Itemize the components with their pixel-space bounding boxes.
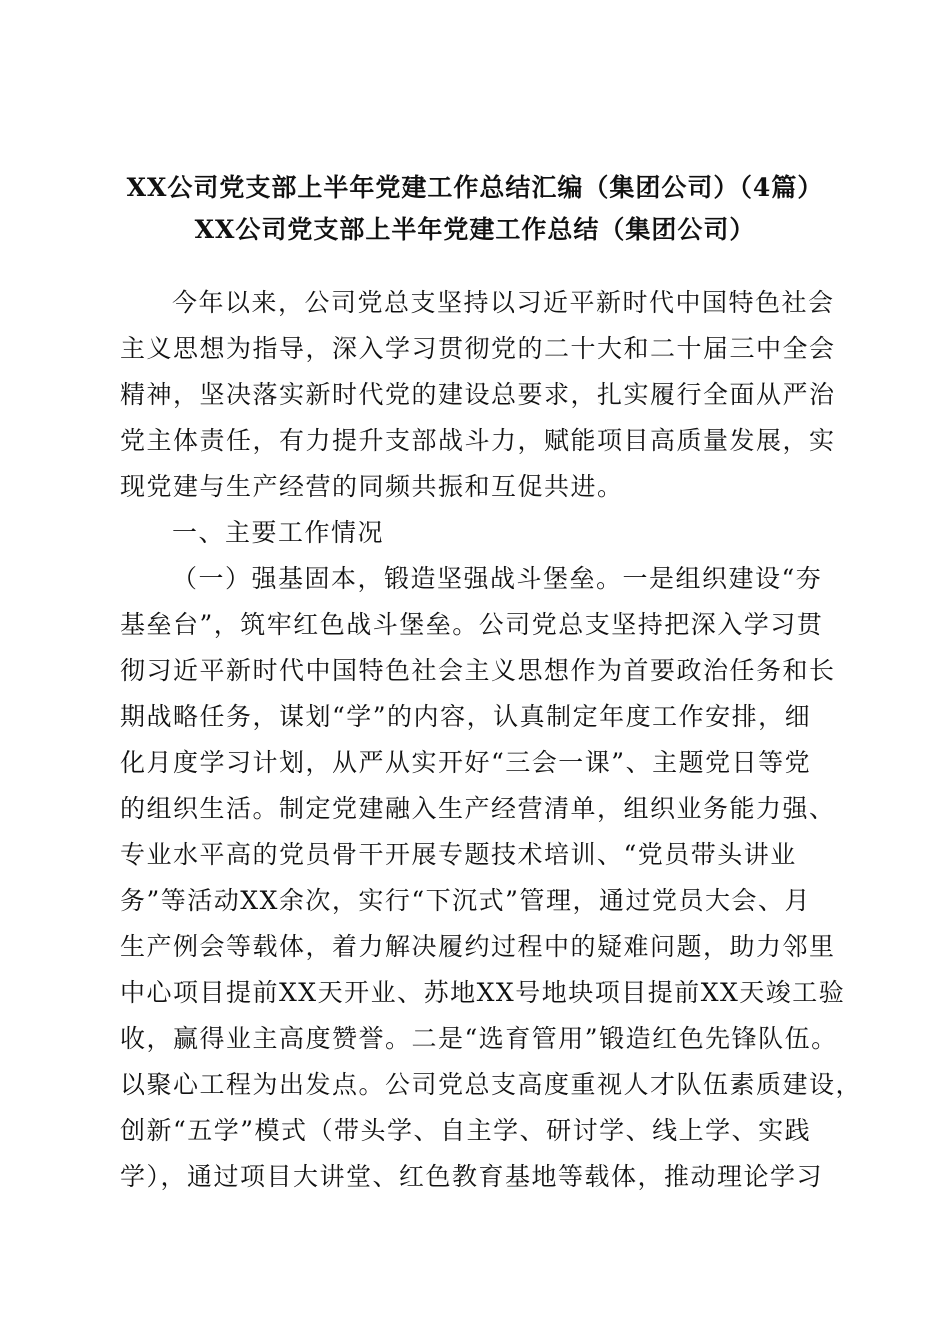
text-line: 收，赢得业主高度赞誉。二是“选育管用”锻造红色先锋队伍。 [120,1024,838,1053]
text-line: 创新“五学”模式（带头学、自主学、研讨学、线上学、实践 [120,1116,812,1145]
document-title: XX公司党支部上半年党建工作总结汇编（集团公司）（4篇） [126,173,824,202]
text-line: 现党建与生产经营的同频共振和互促共进。 [120,472,624,501]
text-line: 精神，坚决落实新时代党的建设总要求，扎实履行全面从严治 [120,380,836,409]
text-line: 学），通过项目大讲堂、红色教育基地等载体，推动理论学习 [120,1162,824,1191]
text-line: 期战略任务，谋划“学”的内容，认真制定年度工作安排，细 [120,702,812,731]
section-title: XX公司党支部上半年党建工作总结（集团公司） [194,215,756,244]
text-line: 主义思想为指导，深入学习贯彻党的二十大和二十届三中全会 [120,334,836,363]
text-line: 专业水平高的党员骨干开展专题技术培训、“党员带头讲业 [120,840,797,869]
text-line: （一）强基固本，锻造坚强战斗堡垒。一是组织建设“夯 [172,564,823,593]
text-line: 化月度学习计划，从严从实开好“三会一课”、主题党日等党 [120,748,812,777]
body-text [120,280,863,1200]
text-line: 务”等活动XX余次，实行“下沉式”管理，通过党员大会、月 [120,886,811,915]
text-line: 彻习近平新时代中国特色社会主义思想作为首要政治任务和长 [120,656,836,685]
section-heading: 一、主要工作情况 [172,518,385,547]
text-line: 今年以来，公司党总支坚持以习近平新时代中国特色社会 [172,288,835,317]
text-line: 生产例会等载体，着力解决履约过程中的疑难问题，助力邻里 [120,932,836,961]
text-line: 党主体责任，有力提升支部战斗力，赋能项目高质量发展，实 [120,426,836,455]
text-line: 中心项目提前XX天开业、苏地XX号地块项目提前XX天竣工验 [120,978,846,1007]
text-line: 的组织生活。制定党建融入生产经营清单，组织业务能力强、 [120,794,836,823]
text-line: 基垒台”，筑牢红色战斗堡垒。公司党总支坚持把深入学习贯 [120,610,824,639]
text-line: 以聚心工程为出发点。公司党总支高度重视人才队伍素质建设， [120,1070,863,1099]
